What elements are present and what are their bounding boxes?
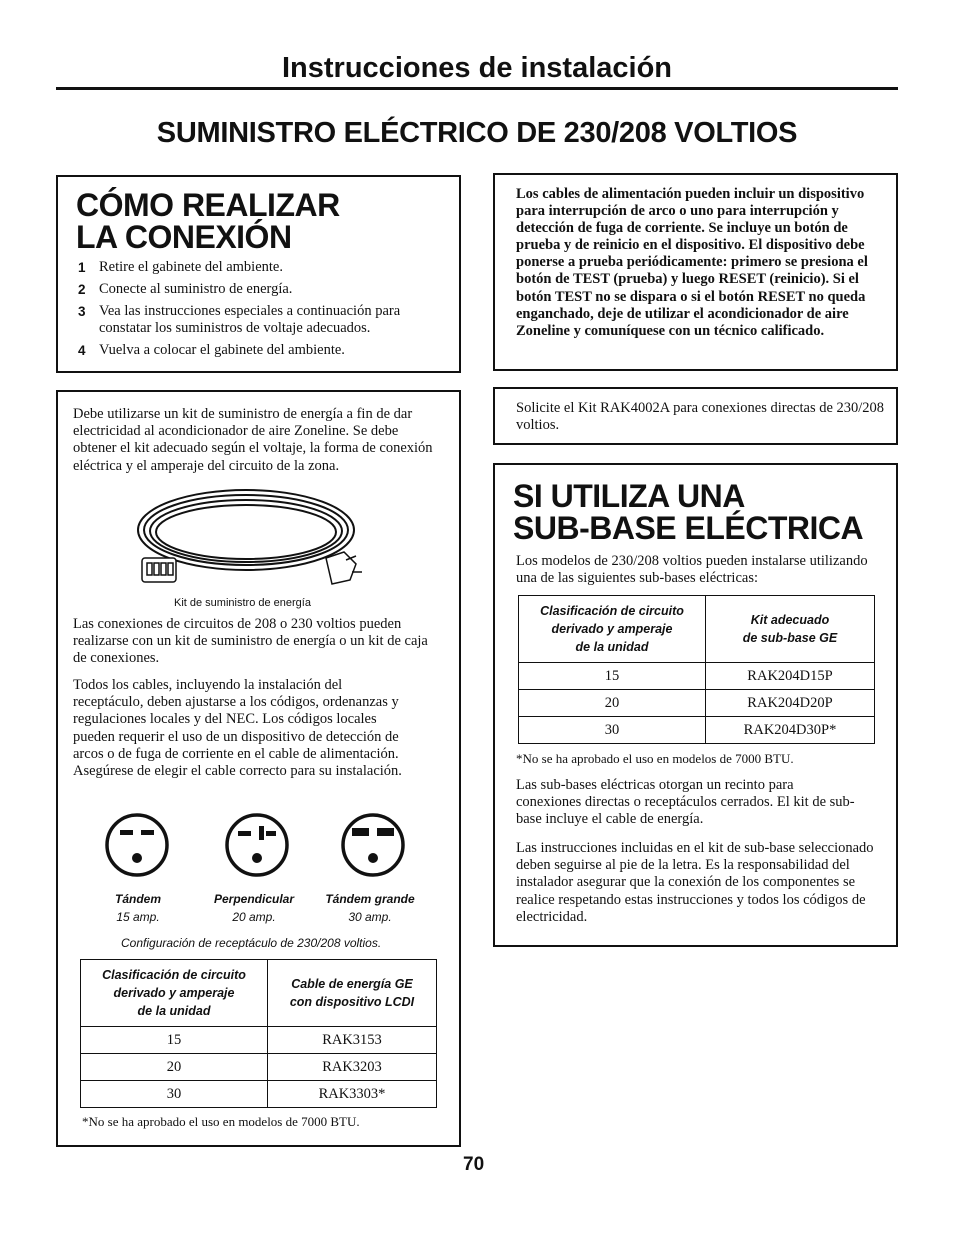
receptacle-amps: 15 amp.: [116, 910, 160, 924]
power-kit-footnote: *No se ha aprobado el uso en modelos de 7000 BTU.: [82, 1114, 360, 1129]
table-header-circuit: [81, 960, 268, 1027]
power-kit-para2: Todos los cables, incluyendo la instalación del receptáculo, deben ajustarse a los códigos, ordenanzas y regulaciones locales y del NEC. Los códigos locales pueden requerir el uso de un dispositivo de detección de arcos o de fuga de corriente en el cable de alimentación. Asegúrese de elegir el cable correcto para su instalación.: [73, 677, 402, 780]
subbase-para1: Las sub-bases eléctricas otorgan un recinto para conexiones directas o receptáculos cerrados. El kit de sub-base incluye el cable de energía.: [516, 777, 855, 828]
header-line: de sub-base GE: [742, 631, 838, 645]
step-number: 1: [78, 260, 86, 275]
table-row: [81, 1081, 437, 1108]
warning-box: [493, 173, 898, 371]
header-line: Clasificación de circuito: [102, 968, 246, 982]
rak-kit-text: Solicite el Kit RAK4002A para conexiones directas de 230/208 voltios.: [516, 400, 885, 434]
header-line: con dispositivo LCDI: [289, 995, 415, 1009]
table-header-row: [81, 960, 437, 1027]
table-cell-amp: 30: [519, 717, 706, 744]
perpendicular-receptacle-icon: [224, 812, 290, 878]
receptacle-caption: Configuración de receptáculo de 230/208 voltios.: [121, 936, 382, 950]
table-header-cord: [268, 960, 437, 1027]
receptacle-name: Perpendicular: [213, 892, 295, 906]
step-number: 2: [78, 282, 86, 297]
page-number: 70: [463, 1154, 485, 1175]
subbase-table: [518, 595, 875, 744]
step-item: [78, 342, 448, 359]
header-line: de la unidad: [575, 640, 649, 654]
rak-kit-box: [493, 387, 898, 445]
table-cell-kit: RAK3153: [268, 1027, 437, 1054]
header-line: Kit adecuado: [750, 613, 830, 627]
receptacle-label-large-tandem: [310, 890, 430, 926]
connection-box-title: [76, 189, 340, 253]
receptacle-amps: 20 amp.: [232, 910, 276, 924]
header-divider: [56, 87, 898, 90]
step-number: 3: [78, 304, 86, 319]
connection-steps-list: [78, 259, 448, 364]
header-line: Clasificación de circuito: [540, 604, 684, 618]
power-kit-intro: Debe utilizarse un kit de suministro de energía a fin de dar electricidad al acondicionador de aire Zoneline. Se debe obtener el kit adecuado según el voltaje, la forma de conexión eléctrica y el amperaje del circuito de la zona.: [73, 406, 433, 474]
connection-title-line2: LA CONEXIÓN: [76, 219, 292, 255]
page-header-title: Instrucciones de instalación: [282, 52, 672, 84]
receptacle-label-tandem: [78, 890, 198, 926]
header-line: de la unidad: [137, 1004, 211, 1018]
subbase-title-line1: SI UTILIZA UNA: [513, 478, 745, 514]
power-kit-box: [56, 390, 461, 1147]
table-header-circuit: [519, 596, 706, 663]
table-cell-kit: RAK204D20P: [706, 690, 875, 717]
receptacle-name: Tándem grande: [325, 892, 415, 906]
header-line: derivado y amperaje: [551, 622, 673, 636]
connection-title-line1: CÓMO REALIZAR: [76, 187, 340, 223]
power-cord-illustration: [130, 480, 370, 590]
power-kit-para1: Las conexiones de circuitos de 208 o 230 voltios pueden realizarse con un kit de suministro de energía o un kit de caja de conexiones.: [73, 616, 428, 667]
receptacle-amps: 30 amp.: [348, 910, 392, 924]
subbase-para2: Las instrucciones incluidas en el kit de sub-base seleccionado deben seguirse al pie de la letra. Es la responsabilidad del instalador asegurar que la conexión de los componentes se realice respetando estas instrucciones y todos los códigos de electricidad.: [516, 840, 874, 925]
step-text: Vuelva a colocar el gabinete del ambiente.: [99, 342, 345, 358]
table-row: [519, 663, 875, 690]
subbase-title-line2: SUB-BASE ELÉCTRICA: [513, 510, 864, 546]
table-header-row: [519, 596, 875, 663]
tandem-receptacle-icon: [104, 812, 170, 878]
receptacle-name: Tándem: [114, 892, 161, 906]
wall-plug-icon: [326, 552, 362, 584]
table-cell-kit: RAK204D15P: [706, 663, 875, 690]
table-header-kit: [706, 596, 875, 663]
connection-box: [56, 175, 461, 373]
step-text: Conecte al suministro de energía.: [99, 281, 293, 297]
table-cell-kit: RAK3203: [268, 1054, 437, 1081]
table-cell-amp: 30: [81, 1081, 268, 1108]
table-cell-amp: 15: [519, 663, 706, 690]
step-item: [78, 281, 448, 298]
subbase-intro: Los modelos de 230/208 voltios pueden instalarse utilizando una de las siguientes sub-bases eléctricas:: [516, 553, 868, 587]
receptacle-label-perpendicular: [194, 890, 314, 926]
step-number: 4: [78, 343, 86, 358]
table-cell-amp: 15: [81, 1027, 268, 1054]
header-line: Cable de energía GE: [291, 977, 413, 991]
subbase-box-title: [513, 480, 863, 544]
step-item: [78, 259, 448, 276]
step-text: Vea las instrucciones especiales a continuación para constatar los suministros de voltaje adecuados.: [99, 303, 401, 336]
table-cell-amp: 20: [519, 690, 706, 717]
power-kit-image-caption: Kit de suministro de energía: [174, 597, 311, 609]
table-cell-amp: 20: [81, 1054, 268, 1081]
step-text: Retire el gabinete del ambiente.: [99, 259, 283, 275]
table-row: [81, 1027, 437, 1054]
warning-text: Los cables de alimentación pueden incluir un dispositivo para interrupción de arco o uno para interrupción y detección de fuga de corriente. Se incluye un botón de prueba y de reinicio en el dispositivo. El dispositivo debe ponerse a prueba periódicamente: primero se presiona el botón de TEST (prueba) y luego RESET (reinicio). Si el botón TEST no se dispara o si el botón RESET no queda enganchado, deje de utilizar el acondicionador de aire Zoneline y comuníquese con un técnico calificado.: [516, 186, 868, 339]
table-row: [519, 690, 875, 717]
connector-plug-icon: [142, 558, 176, 582]
large-tandem-receptacle-icon: [340, 812, 406, 878]
step-item: [78, 303, 448, 337]
table-row: [519, 717, 875, 744]
subbase-box: [493, 463, 898, 947]
section-title: SUMINISTRO ELÉCTRICO DE 230/208 VOLTIOS: [156, 117, 798, 149]
table-cell-kit: RAK204D30P*: [706, 717, 875, 744]
table-row: [81, 1054, 437, 1081]
header-line: derivado y amperaje: [113, 986, 235, 1000]
power-cord-table: [80, 959, 437, 1108]
subbase-footnote: *No se ha aprobado el uso en modelos de 7000 BTU.: [516, 751, 794, 766]
table-cell-kit: RAK3303*: [268, 1081, 437, 1108]
